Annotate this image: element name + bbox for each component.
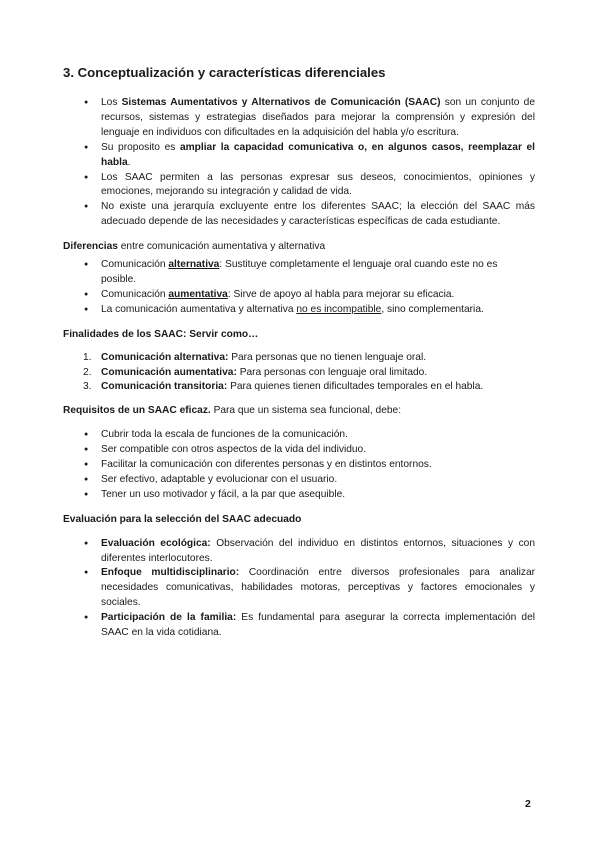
list-item: 2. Comunicación aumentativa: Para personas con lenguaje oral limitado. xyxy=(83,366,428,378)
list-item: 1. Comunicación alternativa: Para personas que no tienen lenguaje oral. xyxy=(83,351,427,363)
list-item: ● Comunicación alternativa: Sustituye completamente el lenguaje oral cuando este no es posible. xyxy=(63,258,535,288)
document-page xyxy=(63,64,535,641)
list-item: ● Ser compatible con otros aspectos de la vida del individuo. xyxy=(63,443,535,458)
list-item: 3. Comunicación transitoria: Para quienes tienen dificultades temporales en el habla. xyxy=(83,381,484,393)
evaluacion-title: Evaluación para la selección del SAAC adecuado xyxy=(63,513,302,525)
list-item: ● Enfoque multidisciplinario: Coordinación entre diversos profesionales para analizar necesidades comunicativas, habilidades motoras, perceptivas y factores emocionales y sociales. xyxy=(63,566,535,611)
list-item: ● No existe una jerarquía excluyente entre los diferentes SAAC; la elección del SAAC más adecuado depende de las necesidades y características específicas de cada estudiante. xyxy=(63,200,535,230)
diferencias-list xyxy=(63,258,535,318)
requisitos-list xyxy=(63,428,535,503)
list-item: ● Facilitar la comunicación con diferentes personas y en distintos entornos. xyxy=(63,458,535,473)
list-item: ● Los SAAC permiten a las personas expresar sus deseos, conocimientos, opiniones y emociones, mejorando su integración y calidad de vida. xyxy=(63,171,535,201)
list-item: ● Comunicación aumentativa: Sirve de apoyo al habla para mejorar su eficacia. xyxy=(63,288,535,303)
list-item: ● Participación de la familia: Es fundamental para asegurar la correcta implementación del SAAC en la vida cotidiana. xyxy=(63,611,535,641)
list-item: ● Su proposito es ampliar la capacidad comunicativa o, en algunos casos, reemplazar el habla. xyxy=(63,141,535,171)
list-item: ● Ser efectivo, adaptable y evolucionar con el usuario. xyxy=(63,473,535,488)
section-heading: 3. Conceptualización y características diferenciales xyxy=(63,65,386,80)
list-item: ● Evaluación ecológica: Observación del individuo en distintos entornos, situaciones y con diferentes interlocutores. xyxy=(63,537,535,567)
requisitos-title: Requisitos de un SAAC eficaz. Para que un sistema sea funcional, debe: xyxy=(63,405,402,417)
finalidades-title: Finalidades de los SAAC: Servir como… xyxy=(63,328,259,340)
list-item: ● Cubrir toda la escala de funciones de la comunicación. xyxy=(63,428,535,443)
list-item: ● La comunicación aumentativa y alternativa no es incompatible, sino complementaria. xyxy=(63,303,535,318)
list-item: ● Tener un uso motivador y fácil, a la par que asequible. xyxy=(63,488,535,503)
evaluacion-list xyxy=(63,537,535,641)
page-number: 2 xyxy=(525,798,531,810)
intro-list xyxy=(63,96,535,230)
diferencias-title: Diferencias entre comunicación aumentativa y alternativa xyxy=(63,241,326,253)
finalidades-list xyxy=(63,351,535,396)
list-item: ● Los Sistemas Aumentativos y Alternativos de Comunicación (SAAC) son un conjunto de recursos, sistemas y estrategias diseñados para mejorar la comprensión y expresión del lenguaje en individuos con dificultades en la adquisición del habla y/o escritura. xyxy=(63,96,535,141)
